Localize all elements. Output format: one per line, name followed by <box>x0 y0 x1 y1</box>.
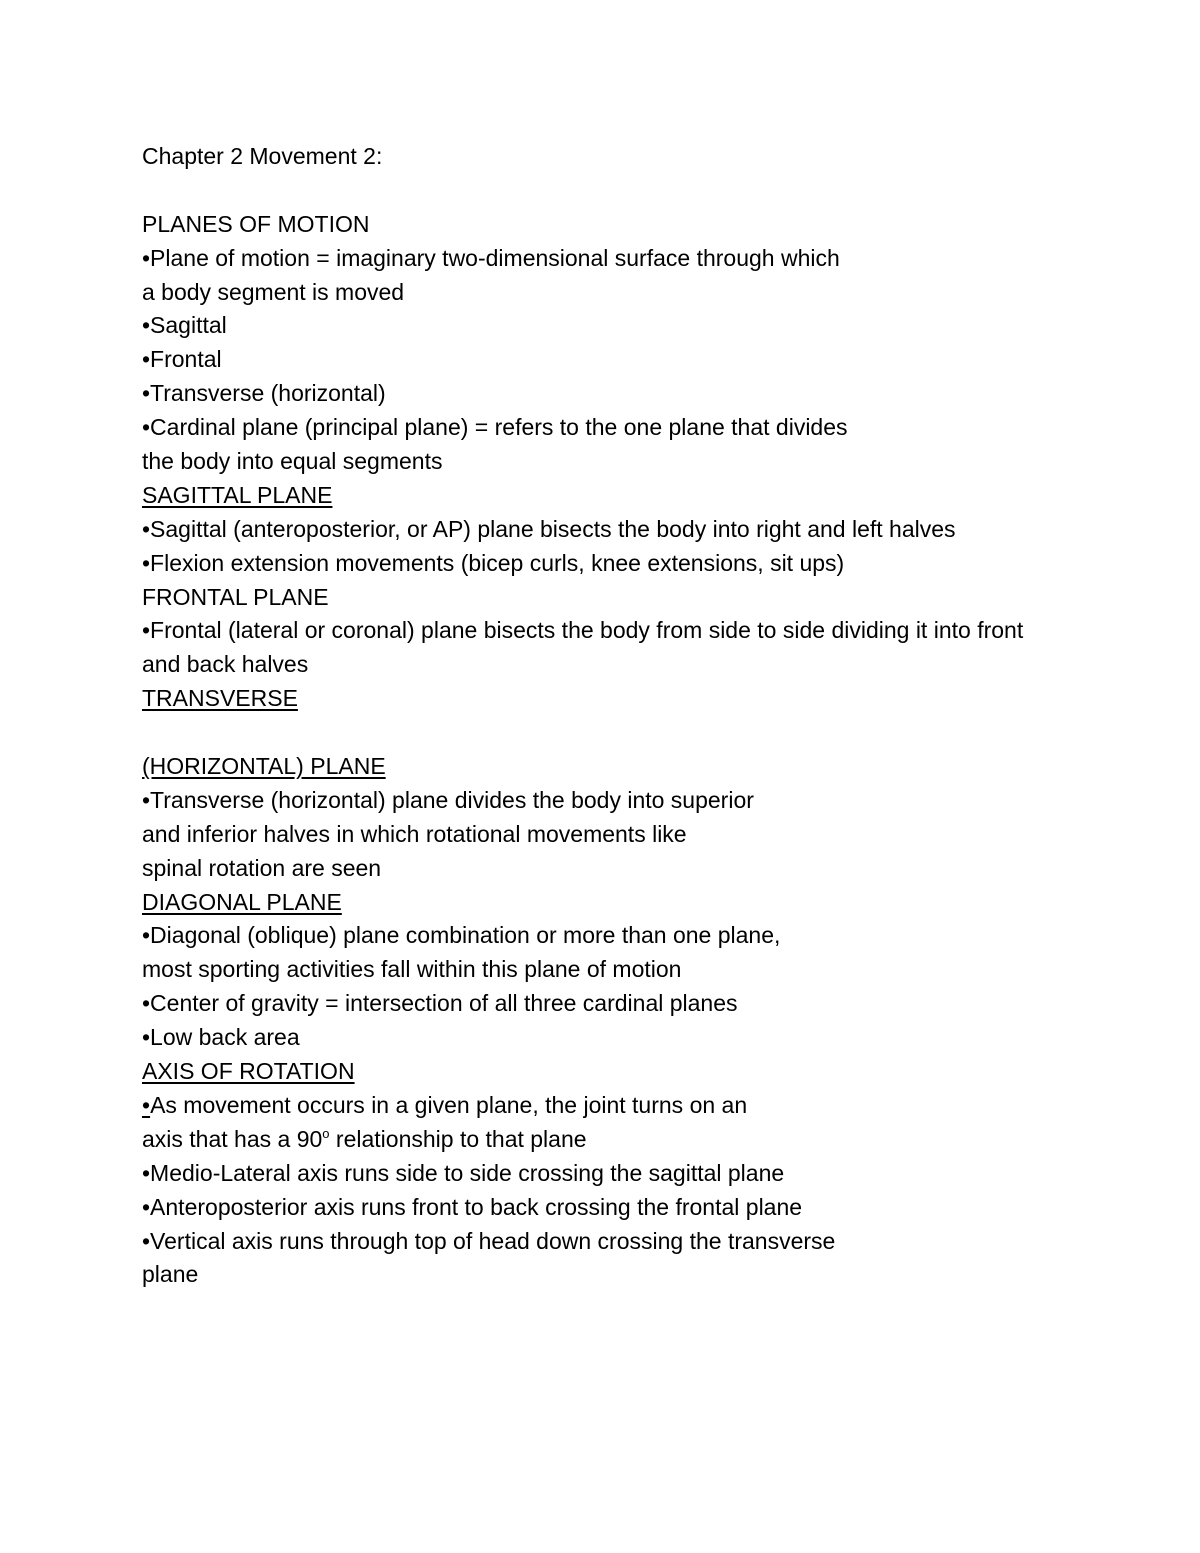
axis-line-6: plane <box>142 1261 199 1288</box>
gravity-line-1: •Center of gravity = intersection of all three cardinal planes <box>142 990 738 1017</box>
axis-line-2-pre: axis that has a 90 <box>142 1125 323 1152</box>
diagonal-heading-line <box>142 886 1152 920</box>
planes-definition-line-2: a body segment is moved <box>142 278 405 305</box>
axis-heading-line <box>142 1055 1152 1089</box>
axis-line-1 <box>142 1089 1152 1123</box>
axis-line-1-text: As movement occurs in a given plane, the joint turns on an <box>150 1091 748 1118</box>
frontal-line-1: •Frontal (lateral or coronal) plane bisects the body from side to side dividing it into front <box>142 617 1024 644</box>
transverse-line-3: spinal rotation are seen <box>142 854 382 881</box>
blank-line <box>142 716 1152 750</box>
axis-line-4: •Anteroposterior axis runs front to back crossing the frontal plane <box>142 1193 803 1220</box>
diagonal-line-2: most sporting activities fall within this plane of motion <box>142 956 682 983</box>
gravity-line-2: •Low back area <box>142 1024 300 1051</box>
transverse-line-1: •Transverse (horizontal) plane divides the body into superior <box>142 786 754 813</box>
blank-line <box>142 174 1152 208</box>
cardinal-plane-line-1: •Cardinal plane (principal plane) = refers to the one plane that divides <box>142 414 848 441</box>
axis-heading: AXIS OF ROTATION <box>142 1058 355 1085</box>
frontal-line-2: and back halves <box>142 651 309 678</box>
transverse-heading-1: TRANSVERSE <box>142 685 298 712</box>
degree-superscript: o <box>322 1125 330 1141</box>
document-title: Chapter 2 Movement 2: <box>142 143 383 169</box>
sagittal-heading: SAGITTAL PLANE <box>142 481 333 508</box>
planes-definition-line-1: •Plane of motion = imaginary two-dimensional surface through which <box>142 244 840 271</box>
sagittal-line-2: •Flexion extension movements (bicep curls, knee extensions, sit ups) <box>142 549 845 576</box>
diagonal-line-1: •Diagonal (oblique) plane combination or more than one plane, <box>142 922 781 949</box>
document-body <box>142 140 1152 1292</box>
sagittal-line-1: •Sagittal (anteroposterior, or AP) plane bisects the body into right and left halves <box>142 515 956 542</box>
planes-heading: PLANES OF MOTION <box>142 210 370 237</box>
transverse-heading-2: (HORIZONTAL) PLANE <box>142 753 386 780</box>
diagonal-heading: DIAGONAL PLANE <box>142 888 342 915</box>
plane-transverse-item: •Transverse (horizontal) <box>142 380 386 407</box>
plane-frontal-item: •Frontal <box>142 346 222 373</box>
axis-line-2 <box>142 1123 1152 1157</box>
transverse-heading-line-2 <box>142 750 1152 784</box>
cardinal-plane-line-2: the body into equal segments <box>142 448 443 475</box>
axis-bullet: • <box>142 1091 151 1118</box>
frontal-heading: FRONTAL PLANE <box>142 583 329 610</box>
transverse-heading-line-1 <box>142 682 1152 716</box>
transverse-line-2: and inferior halves in which rotational movements like <box>142 820 687 847</box>
plane-sagittal-item: •Sagittal <box>142 312 227 339</box>
axis-line-5: •Vertical axis runs through top of head down crossing the transverse <box>142 1227 836 1254</box>
axis-line-2-post: relationship to that plane <box>329 1125 587 1152</box>
sagittal-heading-line <box>142 479 1152 513</box>
axis-line-3: •Medio-Lateral axis runs side to side crossing the sagittal plane <box>142 1159 785 1186</box>
